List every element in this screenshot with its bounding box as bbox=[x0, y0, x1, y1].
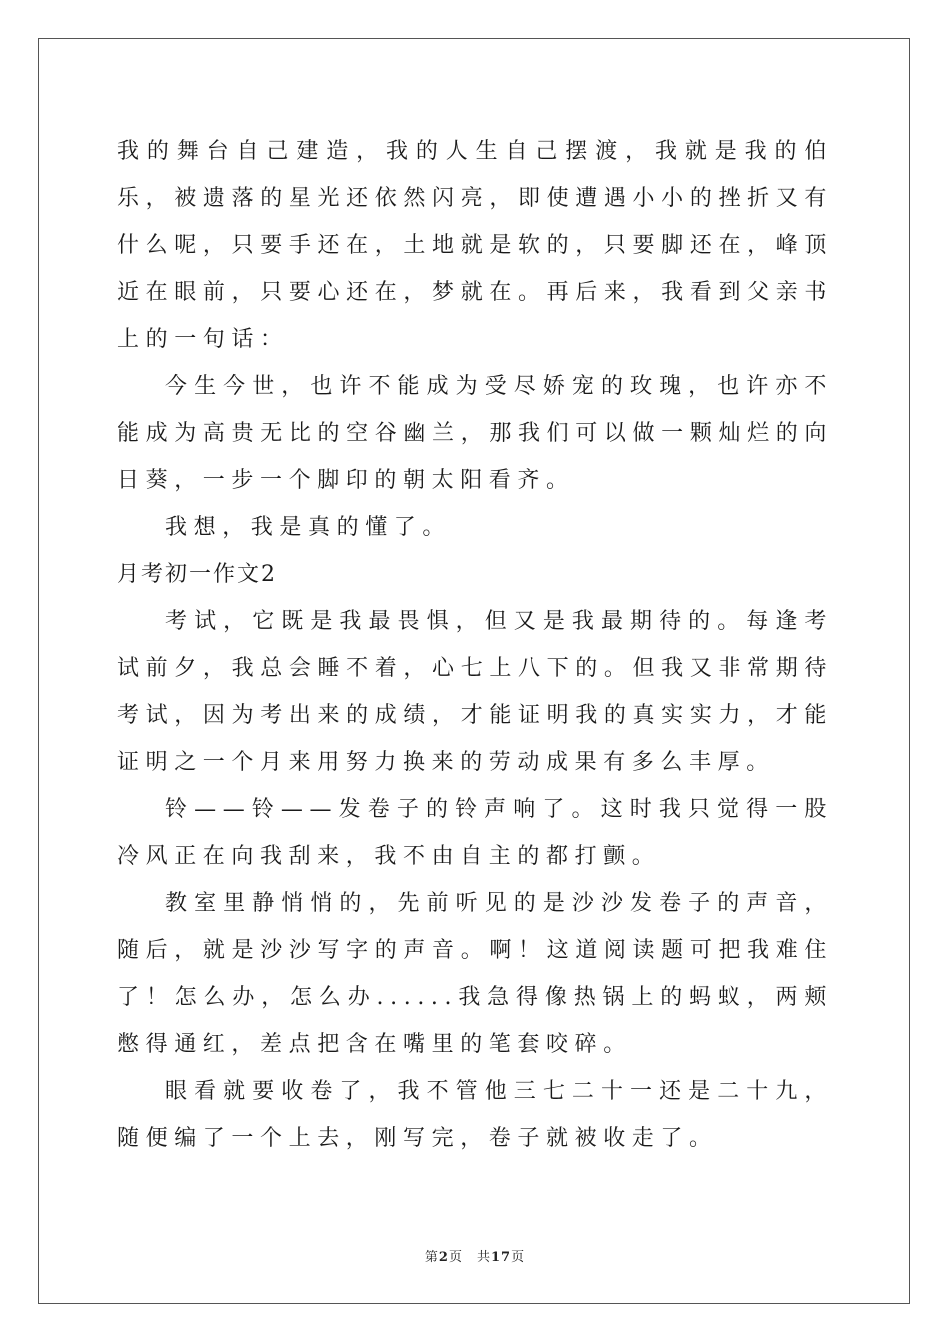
paragraph-classroom: 教室里静悄悄的，先前听见的是沙沙发卷子的声音，随后，就是沙沙写字的声音。啊！这道阅读题可把我难住了！怎么办，怎么办......我急得像热锅上的蚂蚁，两颊憋得通红，差点把含在嘴里的笔套咬碎。 bbox=[117, 891, 833, 1057]
section-heading: 月考初一作文2 bbox=[117, 562, 277, 587]
page-number: 2 bbox=[438, 1250, 449, 1265]
total-prefix: 共 bbox=[476, 1250, 491, 1265]
total-suffix: 页 bbox=[511, 1250, 526, 1265]
paragraph-understanding: 我想，我是真的懂了。 bbox=[165, 515, 452, 540]
paragraph-continuation: 我的舞台自己建造，我的人生自己摆渡，我就是我的伯乐，被遗落的星光还依然闪亮，即使遭遇小小的挫折又有什么呢，只要手还在，土地就是软的，只要脚还在，峰顶近在眼前，只要心还在，梦就在。再后来，我看到父亲书上的一句话： bbox=[117, 139, 833, 352]
total-pages: 17 bbox=[490, 1250, 512, 1265]
paragraph-quote: 今生今世，也许不能成为受尽娇宠的玫瑰，也许亦不能成为高贵无比的空谷幽兰，那我们可以做一颗灿烂的向日葵，一步一个脚印的朝太阳看齐。 bbox=[117, 374, 833, 493]
page-footer bbox=[0, 1246, 950, 1265]
paragraph-collect: 眼看就要收卷了，我不管他三七二十一还是二十九，随便编了一个上去，刚写完，卷子就被收走了。 bbox=[117, 1079, 833, 1151]
paragraph-exam-intro: 考试，它既是我最畏惧，但又是我最期待的。每逢考试前夕，我总会睡不着，心七上八下的。但我又非常期待考试，因为考出来的成绩，才能证明我的真实实力，才能证明之一个月来用努力换来的劳动成果有多么丰厚。 bbox=[117, 609, 833, 775]
page-suffix: 页 bbox=[448, 1250, 463, 1265]
paragraph-bell: 铃——铃——发卷子的铃声响了。这时我只觉得一股冷风正在向我刮来，我不由自主的都打颤。 bbox=[117, 797, 833, 869]
page-prefix: 第 bbox=[424, 1250, 439, 1265]
document-body bbox=[117, 128, 833, 1162]
